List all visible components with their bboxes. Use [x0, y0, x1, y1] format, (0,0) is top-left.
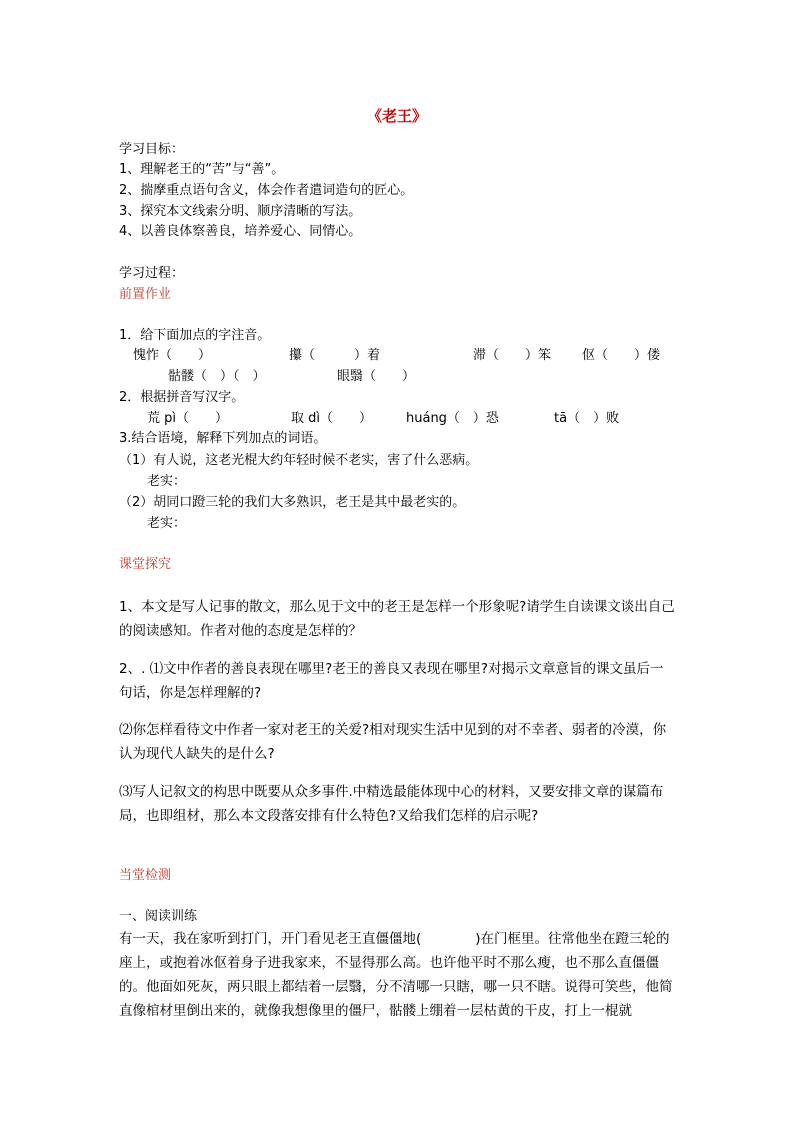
goal-item: 1、理解老王的“苦”与“善”。 [119, 162, 285, 177]
pinyin-item: 伛（ ）偻 [582, 348, 661, 363]
hanzi-item: tā（ ）败 [554, 411, 620, 426]
page-title: 《老王》 [367, 107, 428, 125]
explore-question-2: 2、. ⑴文中作者的善良表现在哪里?老王的善良又表现在哪里?对揭示文章意旨的课文虽后一句话，你是怎样理解的? [119, 661, 664, 701]
pinyin-item: 攥（ ）着 [289, 348, 381, 363]
process-heading: 学习过程： [119, 266, 185, 281]
pre-homework-heading: 前置作业 [119, 287, 172, 302]
test-heading: 当堂检测 [119, 868, 172, 883]
question-2: 2．根据拼音写汉字。 [119, 390, 245, 405]
question-1: 1．给下面加点的字注音。 [119, 328, 271, 343]
explore-question-3: ⑵你怎样看待文中作者一家对老王的关爱?相对现实生活中见到的对不幸者、弱者的冷漠，你认为现代人缺失的是什么? [119, 722, 667, 762]
hanzi-item: huáng（ ）恐 [406, 411, 499, 426]
goal-item: 4、以善良体察善良，培养爱心、同情心。 [119, 224, 362, 239]
answer-label: 老实： [147, 474, 187, 489]
pinyin-item: 愧怍（ ） [133, 348, 212, 363]
reading-passage: 有一天，我在家听到打门，开门看见老王直僵僵地( )在门框里。往常他坐在蹬三轮的座上，或抱着冰伛着身子进我家来，不显得那么高。也许他平时不那么瘦，也不那么直僵僵的。他面如死灰，两只眼上都结着一层翳，分不清哪一只瞎，哪一只不瞎。说得可笑些，他简直像棺材里倒出来的，就像我想像里的僵尸，骷髅上绷着一层枯黄的干皮，打上一棍就 [119, 931, 673, 1019]
answer-label: 老实： [147, 516, 187, 531]
question-3-2: （2）胡同口蹬三轮的我们大多熟识，老王是其中最老实的。 [119, 495, 466, 510]
explore-heading: 课堂探究 [119, 557, 172, 572]
pinyin-item: 骷髅（ ）（ ） [168, 369, 266, 384]
pinyin-item: 滞（ ）笨 [473, 348, 552, 363]
explore-question-4: ⑶写人记叙文的构思中既要从众多事件.中精选最能体现中心的材料，又要安排文章的谋篇布局，也即组材，那么本文段落安排有什么特色?又给我们怎样的启示呢? [119, 784, 664, 824]
pinyin-item: 眼翳（ ） [337, 369, 416, 384]
hanzi-item: 荒 pì（ ） [147, 411, 228, 426]
explore-question-1: 1、本文是写人记事的散文，那么见于文中的老王是怎样一个形象呢?请学生自读课文谈出自己的阅读感知。作者对他的态度是怎样的？ [119, 599, 675, 639]
goals-heading: 学习目标： [119, 142, 185, 157]
question-3: 3.结合语境，解释下列加点的词语。 [119, 431, 327, 446]
hanzi-item: 取 dì（ ） [291, 411, 372, 426]
goal-item: 3、探究本文线索分明、顺序清晰的写法。 [119, 204, 362, 219]
reading-heading: 一、阅读训练 [119, 909, 198, 924]
question-3-1: （1）有人说，这老光棍大约年轻时候不老实，害了什么恶病。 [119, 453, 479, 468]
goal-item: 2、揣摩重点语句含义，体会作者遣词造句的匠心。 [119, 183, 414, 198]
